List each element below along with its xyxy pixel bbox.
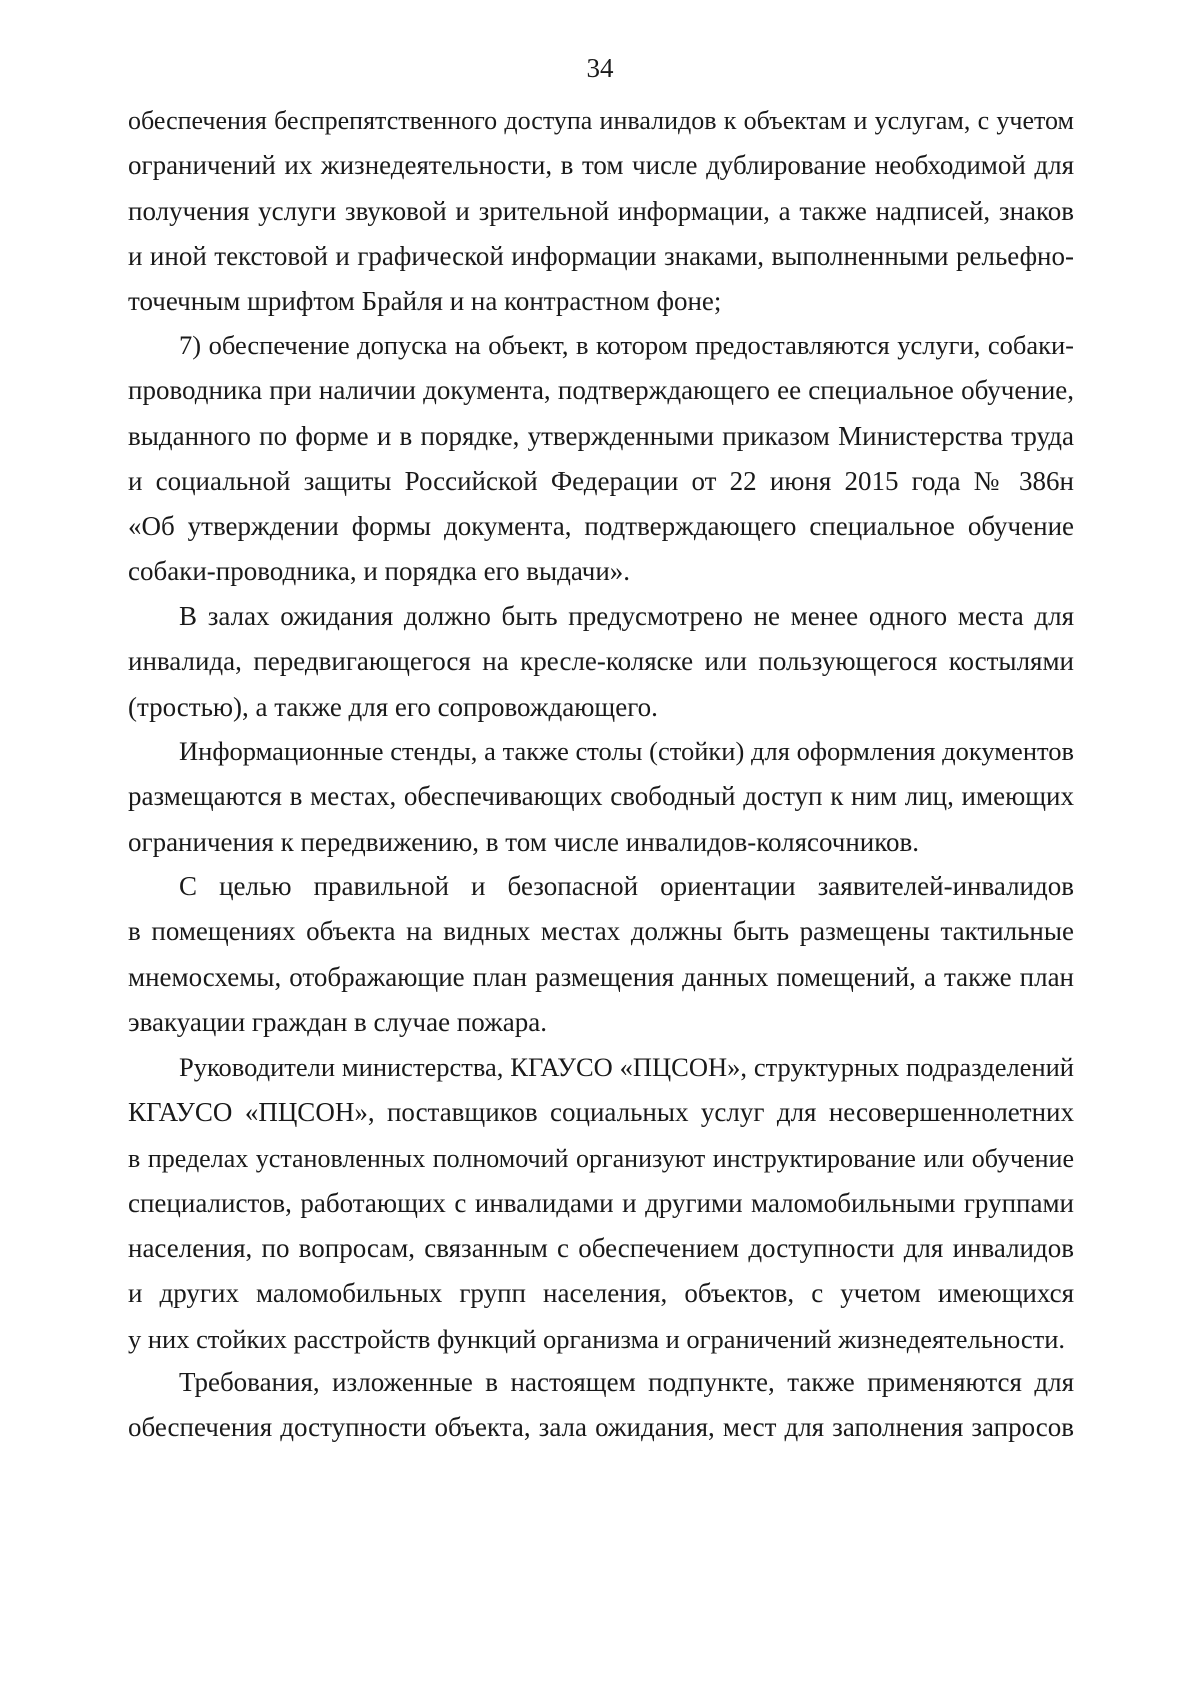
text-line: инвалида, передвигающегося на кресле-коляске или пользующегося костылями <box>128 646 1074 677</box>
text-line: проводника при наличии документа, подтверждающего ее специальное обучение, <box>128 375 1074 406</box>
text-line: ограничений их жизнедеятельности, в том числе дублирование необходимой для <box>128 150 1074 181</box>
text-line: «Об утверждении формы документа, подтверждающего специальное обучение <box>128 511 1074 542</box>
text-line: у них стойких расстройств функций организма и ограничений жизнедеятельности. <box>128 1323 1066 1354</box>
paragraph-staff-training <box>128 1045 1074 1362</box>
text-line: и иной текстовой и графической информации знаками, выполненными рельефно- <box>128 240 1074 271</box>
text-line: населения, по вопросам, связанным с обеспечением доступности для инвалидов <box>128 1233 1074 1264</box>
text-line: ограничения к передвижению, в том числе инвалидов-колясочников. <box>128 826 919 857</box>
text-line: КГАУСО «ПЦСОН», поставщиков социальных услуг для несовершеннолетних <box>128 1097 1074 1128</box>
text-line: (тростью), а также для его сопровождающего. <box>128 691 658 722</box>
page-number: 34 <box>586 53 614 83</box>
paragraph-accessibility-continuation <box>128 98 1074 324</box>
text-line: обеспечения беспрепятственного доступа инвалидов к объектам и услугам, с учетом <box>128 106 1074 135</box>
text-line: Руководители министерства, КГАУСО «ПЦСОН», структурных подразделений <box>179 1052 1074 1082</box>
text-line: специалистов, работающих с инвалидами и другими маломобильными группами <box>128 1187 1074 1218</box>
text-line: и других маломобильных групп населения, объектов, с учетом имеющихся <box>128 1278 1074 1309</box>
text-line: размещаются в местах, обеспечивающих свободный доступ к ним лиц, имеющих <box>128 781 1074 812</box>
text-line: эвакуации граждан в случае пожара. <box>128 1006 547 1037</box>
text-line: получения услуги звуковой и зрительной информации, а также надписей, знаков <box>128 195 1074 226</box>
text-line: Информационные стенды, а также столы (стойки) для оформления документов <box>179 736 1074 766</box>
text-line: обеспечения доступности объекта, зала ожидания, мест для заполнения запросов <box>128 1412 1074 1443</box>
text-line: мнемосхемы, отображающие план размещения данных помещений, а также план <box>128 961 1074 992</box>
paragraph-information-stands <box>128 729 1074 865</box>
text-line: С целью правильной и безопасной ориентации заявителей-инвалидов <box>179 871 1074 901</box>
text-line: 7) обеспечение допуска на объект, в котором предоставляются услуги, собаки- <box>179 330 1074 360</box>
text-line: выданного по форме и в порядке, утвержденными приказом Министерства труда <box>128 420 1074 451</box>
paragraph-guide-dog-admission <box>128 323 1074 595</box>
text-line: точечным шрифтом Брайля и на контрастном фоне; <box>128 286 722 317</box>
text-line: Требования, изложенные в настоящем подпункте, также применяются для <box>179 1367 1074 1397</box>
paragraph-waiting-rooms <box>128 594 1074 730</box>
paragraph-requirements-application <box>128 1360 1074 1451</box>
text-line: и социальной защиты Российской Федерации от 22 июня 2015 года № 386н <box>128 465 1074 496</box>
paragraph-tactile-schemes <box>128 864 1074 1045</box>
text-line: в пределах установленных полномочий организуют инструктирование или обучение <box>128 1143 1074 1173</box>
text-line: собаки-проводника, и порядка его выдачи». <box>128 556 631 587</box>
text-line: в помещениях объекта на видных местах должны быть размещены тактильные <box>128 916 1074 947</box>
text-line: В залах ожидания должно быть предусмотрено не менее одного места для <box>179 601 1074 631</box>
